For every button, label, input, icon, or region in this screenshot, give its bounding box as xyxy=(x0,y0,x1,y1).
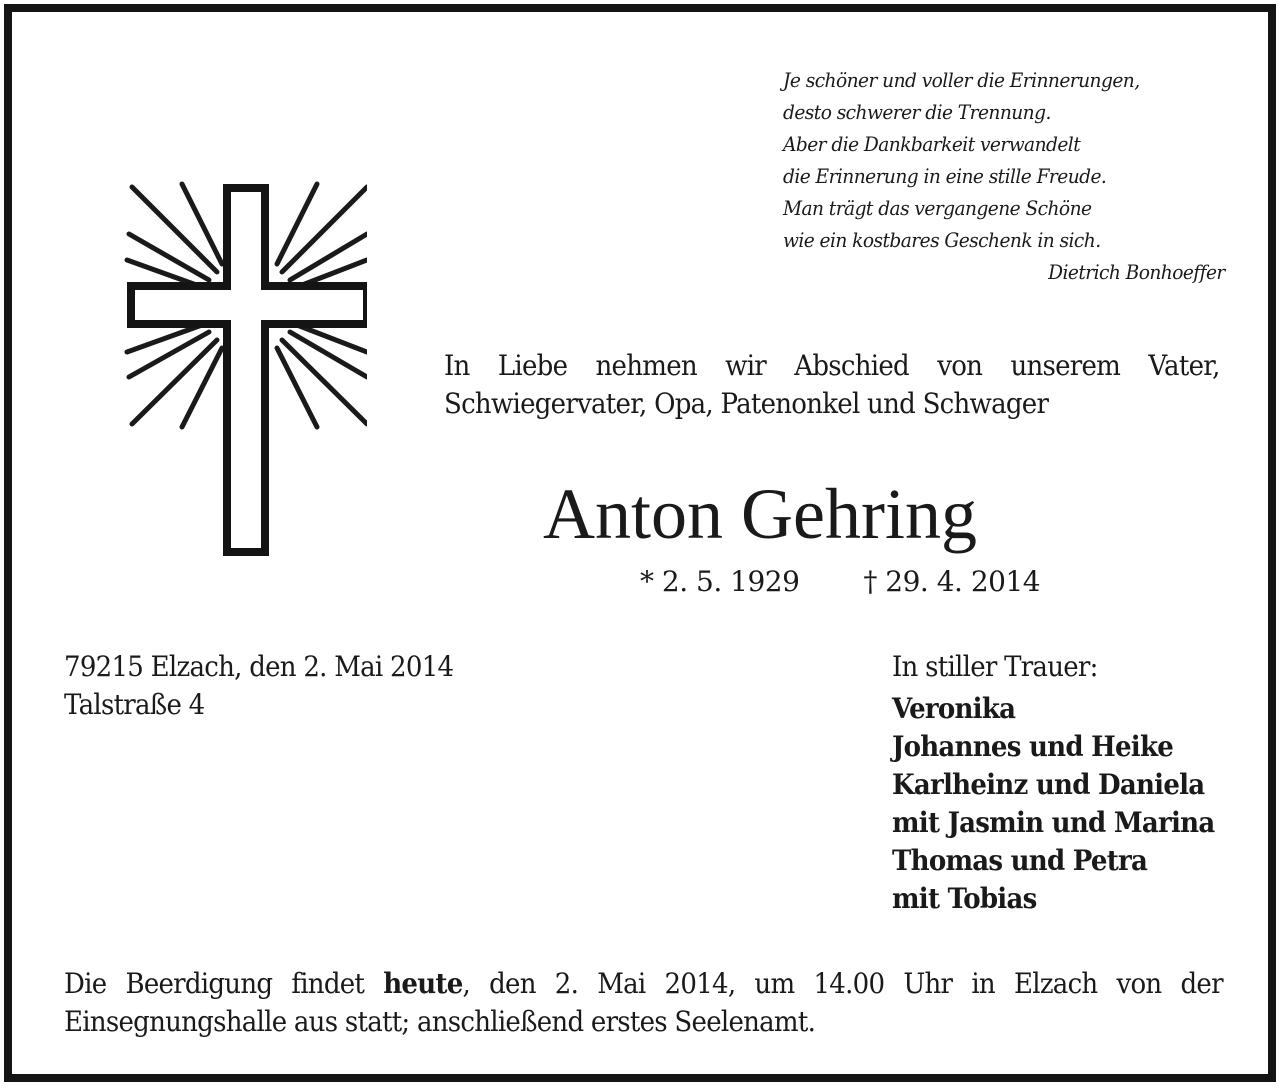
mourner-name: mit Jasmin und Marina xyxy=(892,806,1215,839)
mourner-name: mit Tobias xyxy=(892,882,1037,915)
mourner-name: Johannes und Heike xyxy=(892,730,1174,763)
intro-line-2: Schwiegervater, Opa, Patenonkel und Schwager xyxy=(444,387,1049,420)
street-address: Talstraße 4 xyxy=(64,688,205,721)
deceased-name-text: Anton Gehring xyxy=(543,474,977,554)
quote-line: Je schöner und voller die Erinnerungen, xyxy=(783,68,1140,92)
intro-text xyxy=(444,347,1220,423)
funeral-notice xyxy=(64,965,1223,1041)
intro-line-1-text: In Liebe nehmen wir Abschied von unserem Vater, xyxy=(444,349,1220,382)
funeral-line-1 xyxy=(64,965,1223,1003)
funeral-emphasis: heute xyxy=(383,967,463,1000)
funeral-text-2: , den 2. Mai 2014, um 14.00 Uhr in Elzach von der xyxy=(462,967,1223,1000)
funeral-line-2: Einsegnungshalle aus statt; anschließend erstes Seelenamt. xyxy=(64,1005,816,1038)
funeral-text-1: Die Beerdigung findet xyxy=(64,967,365,1000)
obituary-frame xyxy=(4,4,1276,1082)
mourner-name: Thomas und Petra xyxy=(892,844,1148,877)
mourners-heading: In stiller Trauer: xyxy=(892,650,1098,683)
birth-date: * 2. 5. 1929 xyxy=(640,565,800,598)
death-date: † 29. 4. 2014 xyxy=(863,565,1041,598)
mourners-list xyxy=(892,648,1214,918)
quote-author: Dietrich Bonhoeffer xyxy=(1048,260,1225,284)
quote-block xyxy=(783,64,1225,288)
city-date: 79215 Elzach, den 2. Mai 2014 xyxy=(64,650,454,683)
quote-line: Aber die Dankbarkeit verwandelt xyxy=(783,132,1081,156)
quote-line: desto schwerer die Trennung. xyxy=(783,100,1051,124)
intro-line-1 xyxy=(444,347,1220,385)
mourner-name: Veronika xyxy=(892,692,1016,725)
quote-line: die Erinnerung in eine stille Freude. xyxy=(783,164,1107,188)
mourner-name: Karlheinz und Daniela xyxy=(892,768,1205,801)
place-and-date xyxy=(64,648,453,724)
life-dates xyxy=(640,564,1040,600)
quote-line: wie ein kostbares Geschenk in sich. xyxy=(783,228,1101,252)
quote-line: Man trägt das vergangene Schöne xyxy=(783,196,1092,220)
deceased-name xyxy=(12,474,1268,554)
